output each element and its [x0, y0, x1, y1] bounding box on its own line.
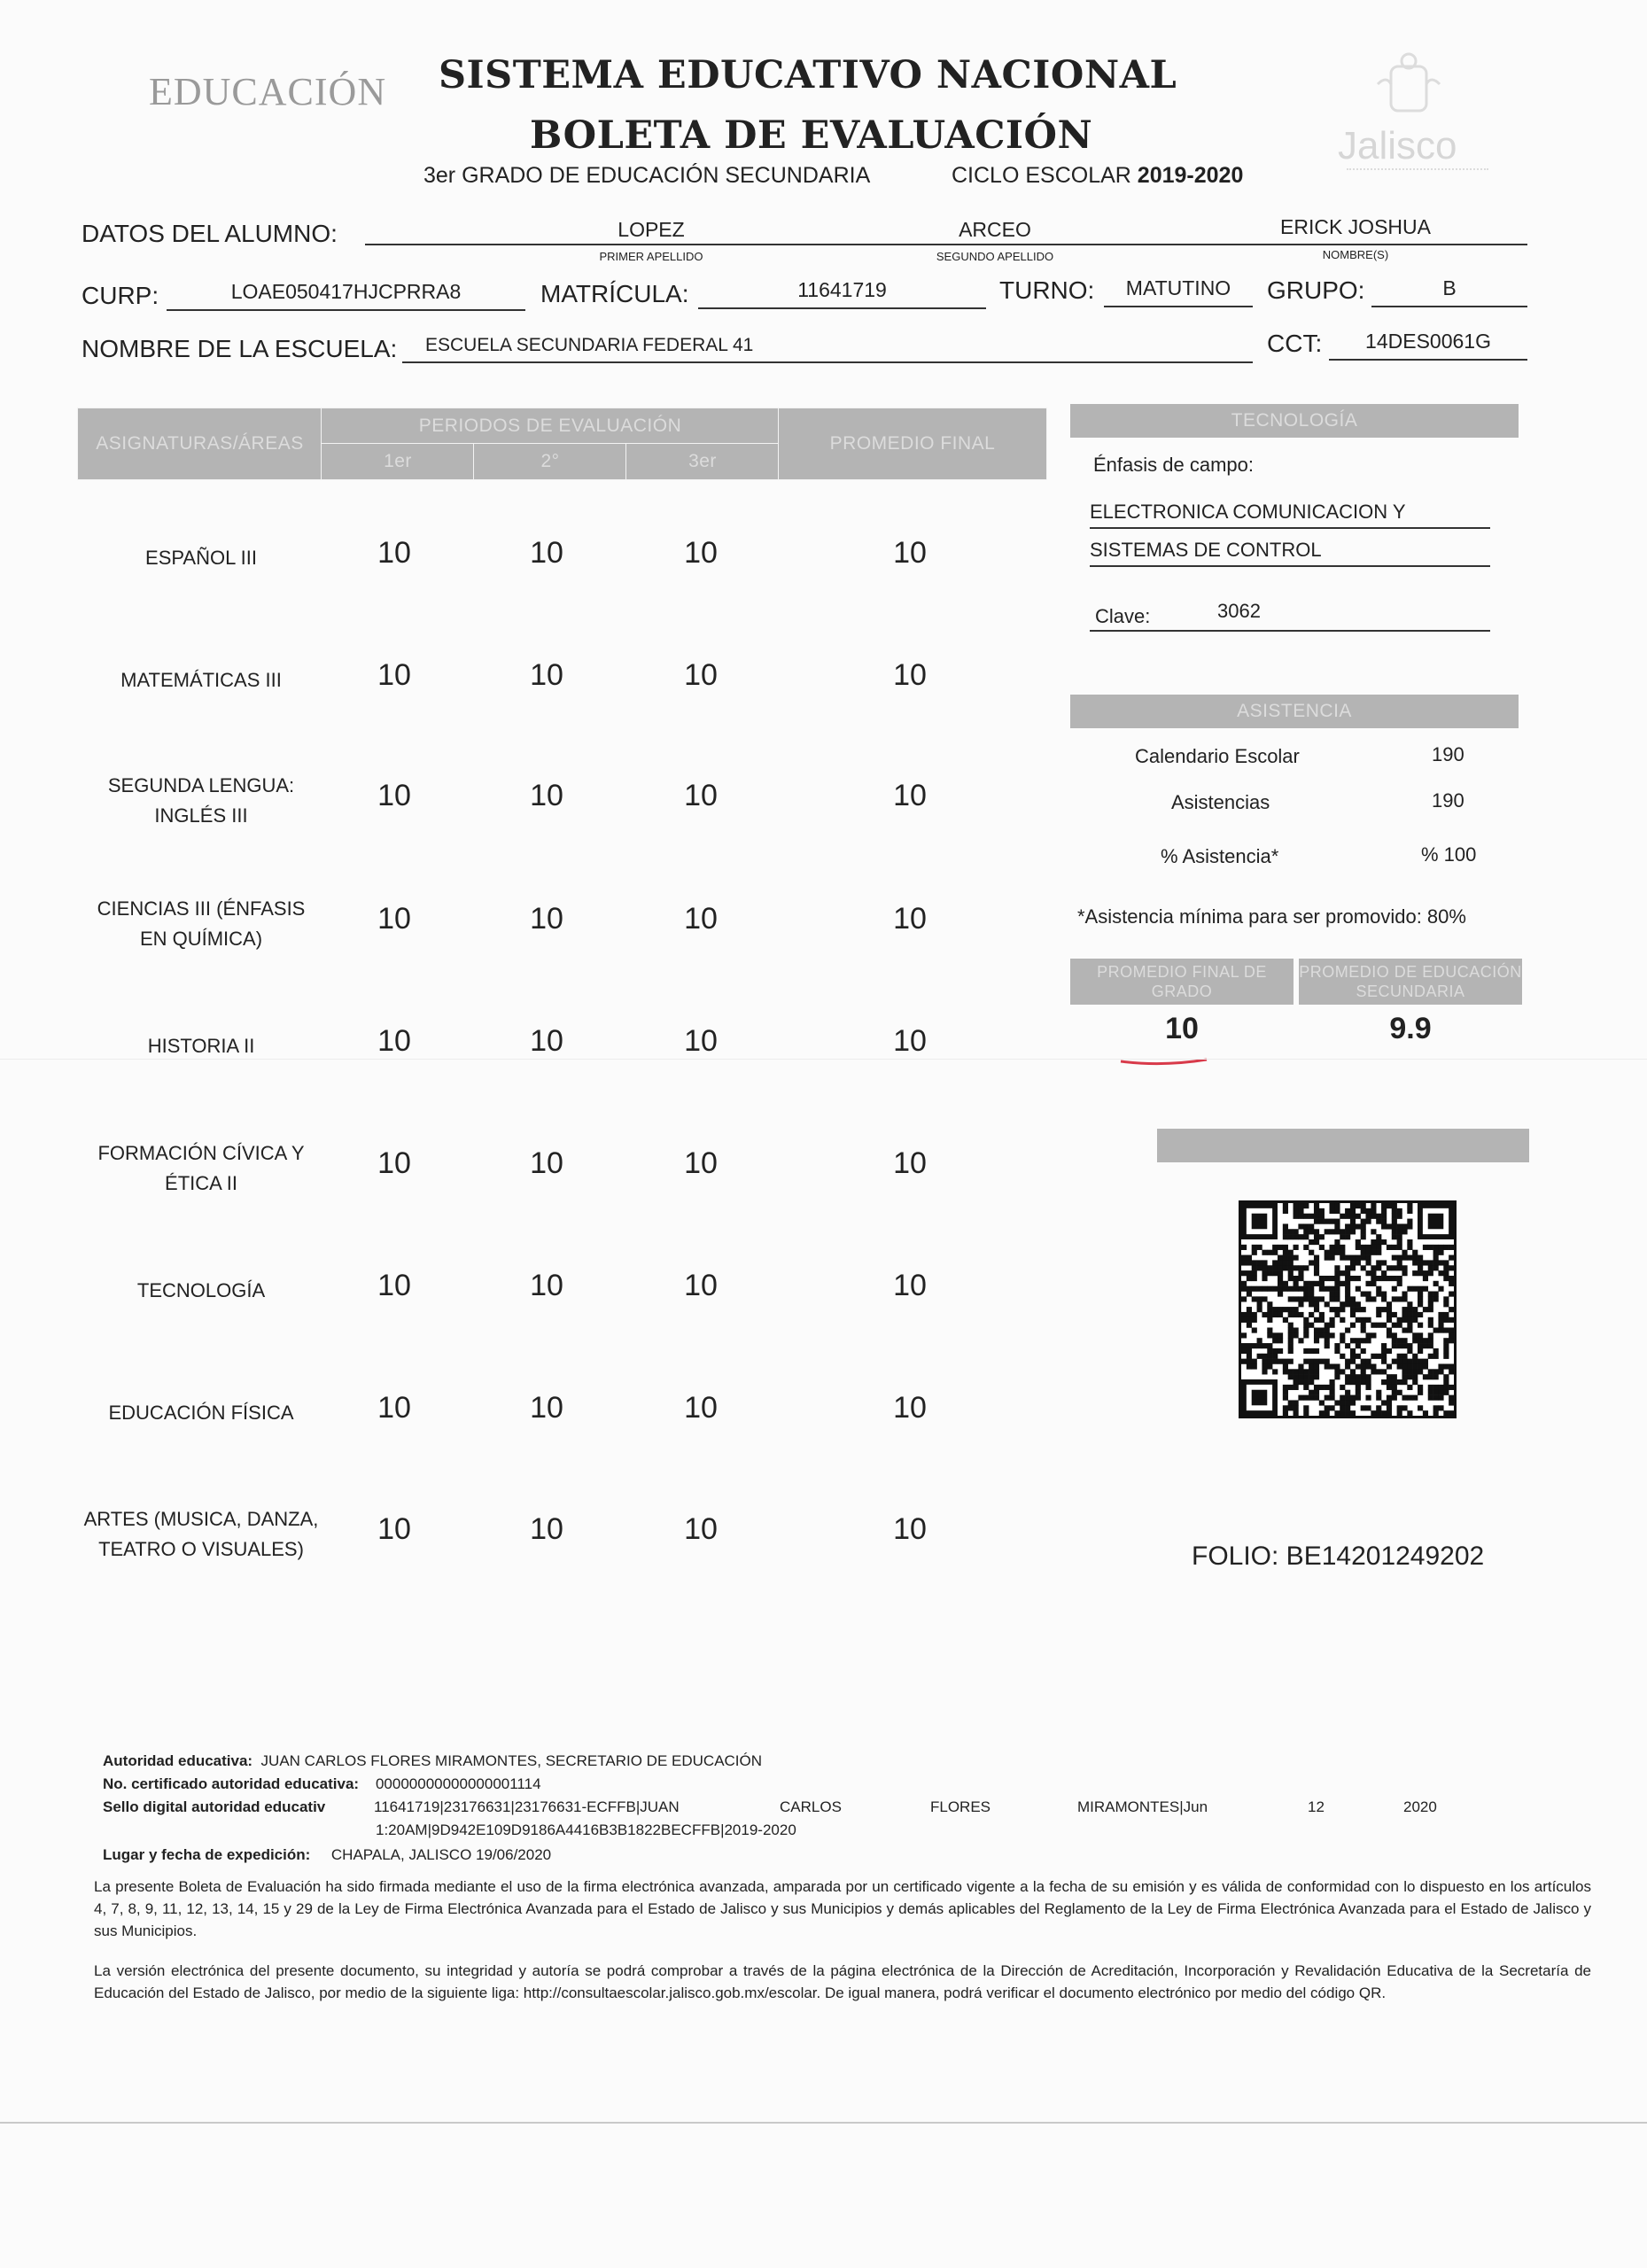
- subject-line: ARTES (MUSICA, DANZA,: [83, 1508, 319, 1530]
- qr-code-icon: [1239, 1200, 1457, 1418]
- ciclo-escolar: [952, 163, 1243, 189]
- grade-p3: 10: [684, 1391, 718, 1425]
- cct-value: 14DES0061G: [1329, 330, 1527, 361]
- grade-p1: 10: [377, 1512, 411, 1546]
- subject-name: [55, 1398, 347, 1428]
- escuela-value: ESCUELA SECUNDARIA FEDERAL 41: [425, 335, 754, 355]
- subject-name: [55, 894, 347, 954]
- grade-final: 10: [893, 1146, 927, 1180]
- autoridad-row: [103, 1751, 762, 1772]
- subject-line: TECNOLOGÍA: [136, 1279, 266, 1301]
- subject-line: SEGUNDA LENGUA:: [107, 774, 295, 796]
- grade-final: 10: [893, 779, 927, 812]
- ciclo-label: CICLO ESCOLAR: [952, 163, 1131, 188]
- tecnologia-header: TECNOLOGÍA: [1070, 404, 1519, 438]
- autoridad-label: Autoridad educativa:: [103, 1752, 253, 1769]
- enfasis-line1: ELECTRONICA COMUNICACION Y: [1090, 501, 1490, 529]
- grade-p3: 10: [684, 1146, 718, 1180]
- subject-name: [55, 1276, 347, 1306]
- grade-final: 10: [893, 1269, 927, 1302]
- legal-paragraph-1: La presente Boleta de Evaluación ha sido firmada mediante el uso de la firma electrónica avanzada, amparada por un certificado vigente a la fecha de su emisión y es válida de conformidad con lo dispuesto en los artículos 4, 7, 8, 9, 11, 12, 13, 14, 15 y 29 de la Ley de Firma Electrónica Avanzada para el Estado de Jalisco y sus Municipios y demás aplicables del Reglamento de la Ley de Firma Electrónica Avanzada para el Estado de Jalisco y sus Municipios.: [94, 1878, 1591, 1939]
- subject-line: ÉTICA II: [165, 1172, 237, 1194]
- asistencia-nota: *Asistencia mínima para ser promovido: 80%: [1077, 905, 1466, 928]
- subject-name: [55, 1031, 347, 1061]
- asistencia-header: ASISTENCIA: [1070, 695, 1519, 728]
- curp-label: CURP:: [82, 282, 159, 309]
- grade-final: 10: [893, 902, 927, 936]
- grade-p2: 10: [530, 902, 563, 936]
- asistencias-label: Asistencias: [1171, 791, 1270, 813]
- nombres-caption: NOMBRE(S): [1322, 248, 1389, 261]
- porcentaje-value: % 100: [1421, 843, 1477, 866]
- grade-level: 3er GRADO DE EDUCACIÓN SECUNDARIA: [423, 163, 871, 188]
- grade-final: 10: [893, 1391, 927, 1425]
- grade-p1: 10: [377, 1391, 411, 1425]
- enfasis-label: Énfasis de campo:: [1093, 454, 1254, 476]
- turno-label: TURNO:: [999, 276, 1095, 304]
- grade-final: 10: [893, 536, 927, 570]
- subject-line: INGLÉS III: [154, 804, 248, 827]
- col-header-promedio-final: PROMEDIO FINAL: [778, 408, 1047, 480]
- folio: FOLIO: BE14201249202: [1192, 1542, 1485, 1571]
- grupo-value: B: [1371, 276, 1527, 307]
- document-subtitle: BOLETA DE EVALUACIÓN: [530, 113, 1093, 158]
- promedio-grado-header: PROMEDIO FINAL DE GRADO: [1070, 959, 1294, 1005]
- subject-line: EDUCACIÓN FÍSICA: [108, 1402, 294, 1424]
- educacion-logo: EDUCACIÓN: [149, 70, 387, 113]
- sello-line2: 1:20AM|9D942E109D9186A4416B3B1822BECFFB|2019-2020: [376, 1821, 796, 1838]
- col-header-p3: 3er: [625, 443, 780, 480]
- certificado-label: No. certificado autoridad educativa:: [103, 1775, 360, 1792]
- subject-name: [55, 543, 347, 573]
- col-header-p1: 1er: [321, 443, 475, 480]
- jalisco-logo: Jalisco: [1338, 124, 1457, 167]
- grade-final: 10: [893, 1024, 927, 1058]
- paper-bottom-edge: [0, 2122, 1647, 2124]
- subject-line: MATEMÁTICAS III: [120, 669, 282, 691]
- clave-value: 3062: [1217, 600, 1261, 622]
- subject-name: [55, 665, 347, 695]
- subject-line: ESPAÑOL III: [145, 547, 257, 569]
- enfasis-line2: SISTEMAS DE CONTROL: [1090, 539, 1490, 567]
- grade-p1: 10: [377, 658, 411, 692]
- subject-line: TEATRO O VISUALES): [98, 1538, 304, 1560]
- col-header-periodos: PERIODOS DE EVALUACIÓN: [321, 408, 780, 445]
- grade-p2: 10: [530, 1269, 563, 1302]
- segundo-apellido-caption: SEGUNDO APELLIDO: [936, 250, 1054, 263]
- grade-p3: 10: [684, 902, 718, 936]
- calendario-label: Calendario Escolar: [1135, 745, 1300, 767]
- grade-p2: 10: [530, 1146, 563, 1180]
- grade-p2: 10: [530, 1391, 563, 1425]
- subject-line: EN QUÍMICA): [139, 928, 263, 950]
- datos-alumno-line: [365, 244, 1527, 245]
- grade-p1: 10: [377, 1024, 411, 1058]
- grade-p2: 10: [530, 1024, 563, 1058]
- subject-name: [55, 771, 347, 831]
- subject-name: [55, 1504, 347, 1565]
- promedio-grado-value: 10: [1165, 1012, 1199, 1045]
- segundo-apellido: ARCEO: [959, 218, 1031, 241]
- certificado-value: 00000000000000001114: [375, 1775, 541, 1792]
- matricula-value: 11641719: [698, 278, 986, 309]
- calendario-value: 190: [1432, 743, 1464, 765]
- nombres: ERICK JOSHUA: [1280, 215, 1431, 238]
- sello-part-6: 2020: [1403, 1798, 1437, 1815]
- subject-line: HISTORIA II: [147, 1035, 255, 1057]
- grade-final: 10: [893, 1512, 927, 1546]
- clave-label: Clave:: [1095, 605, 1151, 627]
- lugar-value: CHAPALA, JALISCO 19/06/2020: [330, 1846, 552, 1863]
- escuela-label: NOMBRE DE LA ESCUELA:: [82, 335, 398, 362]
- sello-part-4: MIRAMONTES|Jun: [1077, 1798, 1208, 1815]
- grade-p1: 10: [377, 1269, 411, 1302]
- grupo-label: GRUPO:: [1267, 276, 1365, 304]
- grade-p2: 10: [530, 658, 563, 692]
- grade-p3: 10: [684, 1024, 718, 1058]
- subject-line: CIENCIAS III (ÉNFASIS: [97, 897, 306, 920]
- datos-alumno-label: DATOS DEL ALUMNO:: [82, 220, 338, 247]
- grade-p3: 10: [684, 1512, 718, 1546]
- jalisco-tagline-decoration: [1347, 168, 1488, 175]
- red-pen-mark: [1118, 1054, 1210, 1068]
- primer-apellido-caption: PRIMER APELLIDO: [599, 250, 703, 263]
- grade-p3: 10: [684, 658, 718, 692]
- col-header-asignaturas: ASIGNATURAS/ÁREAS: [77, 408, 322, 480]
- grade-p2: 10: [530, 779, 563, 812]
- sello-label: Sello digital autoridad educativ: [103, 1798, 326, 1815]
- promedio-secundaria-header: PROMEDIO DE EDUCACIÓN SECUNDARIA: [1299, 959, 1522, 1005]
- sello-part-1: 11641719|23176631|23176631-ECFFB|JUAN: [374, 1798, 680, 1815]
- ciclo-value: 2019-2020: [1137, 163, 1244, 188]
- jalisco-seal-icon: [1369, 49, 1449, 120]
- grade-p2: 10: [530, 1512, 563, 1546]
- promedio-secundaria-value: 9.9: [1389, 1012, 1432, 1045]
- col-header-p2: 2°: [473, 443, 627, 480]
- grade-p3: 10: [684, 779, 718, 812]
- lugar-label: Lugar y fecha de expedición:: [103, 1846, 311, 1863]
- grade-p1: 10: [377, 902, 411, 936]
- grade-p1: 10: [377, 1146, 411, 1180]
- subject-line: FORMACIÓN CÍVICA Y: [97, 1142, 305, 1164]
- grade-final: 10: [893, 658, 927, 692]
- subject-name: [55, 1138, 347, 1199]
- sello-part-2: CARLOS: [780, 1798, 842, 1815]
- document-title: SISTEMA EDUCATIVO NACIONAL: [439, 53, 1177, 97]
- lugar-row: [103, 1845, 551, 1866]
- autoridad-value: JUAN CARLOS FLORES MIRAMONTES, SECRETARIO DE EDUCACIÓN: [260, 1752, 763, 1769]
- legal-paragraph-2: La versión electrónica del presente documento, su integridad y autoría se podrá comprobar a través de la página electrónica de la Dirección de Acreditación, Incorporación y Revalidación Educativa de la Secretaría de Educación del Estado de Jalisco, por medio de la siguiente liga: http://consultaescolar.jalisco.gob.mx/escolar. De igual manera, podrá verificar el documento electrónico por medio del código QR.: [94, 1962, 1591, 2001]
- porcentaje-label: % Asistencia*: [1161, 845, 1279, 867]
- cct-label: CCT:: [1267, 330, 1323, 357]
- paper-fold-line: [0, 1059, 1647, 1060]
- turno-value: MATUTINO: [1104, 276, 1253, 307]
- certificado-row: [103, 1774, 541, 1795]
- curp-value: LOAE050417HJCPRRA8: [167, 280, 525, 311]
- grade-p2: 10: [530, 536, 563, 570]
- matricula-label: MATRÍCULA:: [540, 280, 689, 307]
- primer-apellido: LOPEZ: [618, 218, 685, 241]
- grade-p3: 10: [684, 536, 718, 570]
- sello-part-5: 12: [1308, 1798, 1325, 1815]
- grade-p3: 10: [684, 1269, 718, 1302]
- sello-part-3: FLORES: [930, 1798, 991, 1815]
- grade-p1: 10: [377, 779, 411, 812]
- asistencias-value: 190: [1432, 789, 1464, 812]
- qr-header-bar: [1157, 1129, 1529, 1162]
- grade-p1: 10: [377, 536, 411, 570]
